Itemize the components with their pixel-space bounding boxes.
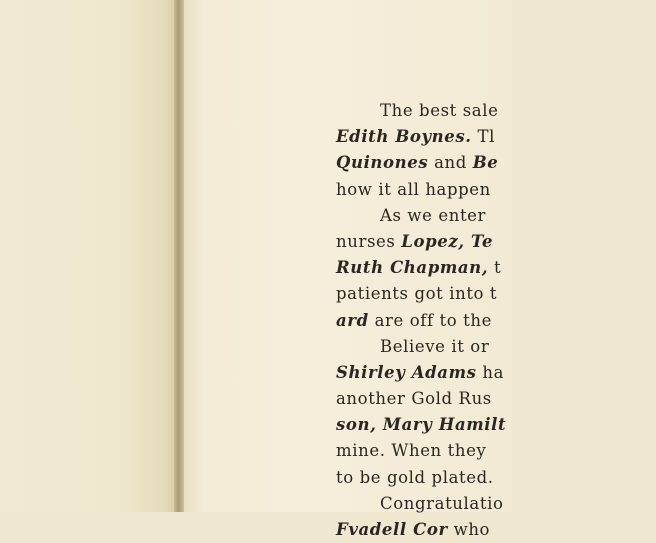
text-line — [336, 438, 656, 464]
text-run: The best sale — [380, 101, 499, 120]
page-text — [336, 98, 656, 543]
text-run: As we enter — [380, 205, 487, 225]
text-line — [336, 150, 656, 176]
italic-name: Quinones — [336, 153, 429, 173]
text-run: Tl — [471, 127, 495, 147]
text-line — [336, 491, 656, 517]
text-line — [336, 360, 656, 386]
text-run: t — [488, 258, 502, 278]
text-line — [336, 98, 656, 124]
text-run: patients got into t — [336, 284, 498, 304]
text-run: ha — [476, 362, 505, 382]
italic-name: Be — [472, 153, 499, 173]
text-line — [336, 334, 656, 360]
text-run: how it all happen — [336, 179, 491, 199]
text-run: Congratulatio — [380, 493, 504, 513]
text-run: are off to the — [368, 310, 492, 330]
text-run: Believe it or — [380, 336, 490, 356]
italic-name: Edith Boynes. — [336, 127, 472, 147]
italic-name: ard — [336, 310, 369, 330]
text-line — [336, 281, 656, 307]
text-line — [336, 308, 656, 334]
italic-name: Lopez, Te — [401, 231, 494, 251]
text-line — [336, 229, 656, 255]
book-gutter — [174, 0, 184, 512]
text-run: another Gold Rus — [336, 389, 492, 409]
text-line — [336, 177, 656, 203]
italic-name: Ruth Chapman, — [336, 258, 489, 278]
text-run: and — [428, 153, 473, 173]
text-run: to be gold plated. — [336, 467, 494, 487]
left-page — [0, 0, 176, 512]
text-line — [336, 412, 656, 438]
italic-name: son, Mary Hamilt — [336, 415, 507, 435]
text-line — [336, 124, 656, 150]
text-line — [336, 255, 656, 281]
italic-name: Shirley Adams — [336, 362, 477, 382]
text-run: mine. When they — [336, 441, 487, 461]
text-run: nurses — [336, 231, 402, 251]
text-line — [336, 203, 656, 229]
italic-name: Fvadell Cor — [336, 520, 448, 539]
text-run: who — [447, 520, 491, 539]
right-page — [184, 0, 512, 539]
text-line — [336, 517, 656, 543]
text-line — [336, 465, 656, 491]
text-line — [336, 386, 656, 412]
